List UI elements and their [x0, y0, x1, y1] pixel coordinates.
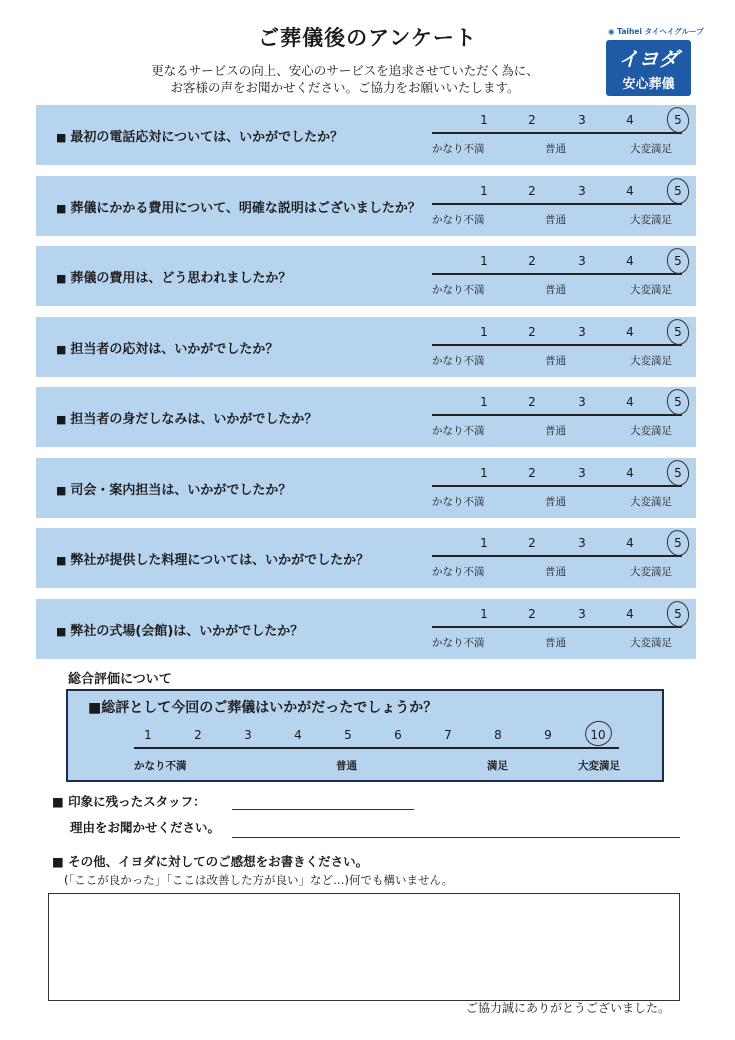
scale-number[interactable]: 1: [480, 465, 488, 480]
overall-scale-label: 大変満足: [578, 760, 620, 772]
scale-line: [432, 273, 682, 275]
scale-label-mid: 普通: [545, 354, 566, 367]
scale-numbers: [36, 536, 682, 552]
scale-number[interactable]: 3: [578, 183, 586, 198]
scale-number[interactable]: 3: [578, 324, 586, 339]
scale-number[interactable]: 1: [480, 254, 488, 268]
question-block: [36, 317, 696, 377]
scale-line: [432, 344, 682, 346]
scale-number[interactable]: 2: [528, 395, 536, 409]
scale-number[interactable]: 5: [674, 465, 682, 480]
scale-line: [432, 414, 682, 416]
question-block: [36, 599, 696, 659]
logo: [606, 40, 691, 96]
question-block: [36, 176, 696, 236]
answer-circle: [665, 598, 692, 628]
scale-number[interactable]: 3: [578, 606, 586, 621]
overall-scale-line: [134, 747, 619, 749]
overall-question: ■総評として今回のご葬儀はいかがだったでしょうか？: [88, 700, 438, 716]
question-block: [36, 528, 696, 588]
overall-scale-number[interactable]: 6: [394, 728, 402, 742]
staff-input-line[interactable]: [232, 809, 414, 810]
bullet-icon: ■: [56, 554, 67, 567]
reason-label: 理由をお聞かせください。: [70, 820, 221, 835]
scale-number[interactable]: 2: [528, 324, 536, 339]
scale-numbers: [36, 183, 682, 200]
scale-number[interactable]: 2: [528, 254, 536, 268]
intro-text: [110, 62, 580, 96]
scale-numbers: [36, 465, 682, 482]
scale-label-high: 大変満足: [630, 143, 672, 155]
scale-label-mid: 普通: [545, 566, 566, 578]
scale-numbers: [36, 606, 682, 623]
reason-input-line[interactable]: [232, 837, 680, 838]
question-label: 担当者の応対は、いかがでしたか？: [70, 341, 279, 357]
scale-number[interactable]: 1: [480, 395, 488, 409]
scale-numbers: [36, 113, 682, 129]
staff-label: ■ 印象に残ったスタッフ：: [52, 794, 206, 809]
scale-number[interactable]: 5: [674, 113, 682, 127]
scale-number[interactable]: 4: [626, 395, 634, 409]
scale-number[interactable]: 4: [626, 254, 634, 268]
scale-number[interactable]: 3: [578, 254, 586, 268]
scale-labels: [432, 423, 682, 437]
question-block: [36, 246, 696, 306]
answer-circle: [665, 528, 692, 558]
bullet-icon: ■: [56, 624, 67, 638]
bullet-icon: ■: [56, 272, 67, 285]
scale-labels: [432, 353, 682, 367]
scale-number[interactable]: 3: [578, 536, 586, 550]
overall-scale-number[interactable]: 9: [544, 728, 552, 742]
scale-labels: [432, 564, 682, 578]
overall-scale-label: 普通: [336, 760, 357, 772]
scale-label-high: 大変満足: [630, 284, 672, 296]
scale-label-high: 大変満足: [630, 566, 672, 578]
other-comments-label: ■ その他、イヨダに対してのご感想をお書きください。: [52, 854, 369, 869]
overall-heading: 総合評価について: [68, 672, 172, 687]
question-block: [36, 458, 696, 518]
question-block: [36, 105, 696, 165]
scale-number[interactable]: 5: [674, 395, 682, 409]
scale-number[interactable]: 2: [528, 606, 536, 621]
scale-label-low: かなり不満: [432, 495, 485, 508]
scale-label-mid: 普通: [545, 213, 566, 226]
question-label: 弊社が提供した料理については、いかがでしたか？: [70, 553, 370, 568]
overall-scale-numbers: [144, 728, 618, 744]
question-block: [36, 387, 696, 447]
overall-scale-labels: [134, 758, 634, 772]
scale-label-low: かなり不満: [432, 354, 485, 367]
scale-label-low: かなり不満: [432, 143, 485, 155]
scale-labels: [432, 282, 682, 296]
logo-sub: 安心葬儀: [622, 77, 675, 92]
scale-line: [432, 626, 682, 628]
overall-scale-number[interactable]: 5: [344, 728, 352, 742]
scale-number[interactable]: 1: [480, 113, 488, 127]
overall-scale-label: かなり不満: [134, 760, 187, 772]
scale-number[interactable]: 5: [674, 324, 682, 339]
scale-label-low: かなり不満: [432, 425, 485, 437]
scale-label-mid: 普通: [545, 636, 566, 649]
scale-number[interactable]: 2: [528, 183, 536, 198]
overall-scale-number[interactable]: 7: [444, 728, 452, 742]
scale-number[interactable]: 5: [674, 183, 682, 198]
scale-number[interactable]: 2: [528, 536, 536, 550]
scale-number[interactable]: 1: [480, 183, 488, 198]
scale-label-low: かなり不満: [432, 566, 485, 578]
answer-circle: [665, 316, 692, 346]
question-label: 最初の電話応対については、いかがでしたか？: [70, 130, 344, 145]
answer-circle: [665, 246, 692, 276]
logo-group-text: [608, 26, 704, 37]
answer-circle: [665, 387, 692, 417]
overall-scale-number[interactable]: 3: [244, 728, 252, 742]
scale-number[interactable]: 5: [674, 536, 682, 550]
scale-label-high: 大変満足: [630, 495, 672, 508]
scale-number[interactable]: 4: [626, 324, 634, 339]
overall-box: [66, 689, 664, 782]
scale-number[interactable]: 5: [674, 254, 682, 268]
logo-name: イヨダ: [618, 47, 679, 71]
scale-numbers: [36, 254, 682, 270]
scale-number[interactable]: 4: [626, 113, 634, 127]
answer-circle: [665, 175, 692, 205]
scale-labels: [432, 141, 682, 155]
scale-number[interactable]: 4: [626, 606, 634, 621]
brand-mark-icon: ◉: [608, 27, 615, 36]
scale-label-high: 大変満足: [630, 425, 672, 437]
intro-line-1: 更なるサービスの向上、安心のサービスを追求させていただく為に、: [151, 63, 539, 78]
scale-number[interactable]: 2: [528, 113, 536, 127]
scale-label-high: 大変満足: [630, 354, 672, 367]
bullet-icon: ■: [56, 131, 67, 144]
answer-circle: [665, 105, 692, 135]
scale-label-low: かなり不満: [432, 636, 485, 649]
question-label: 葬儀の費用は、どう思われましたか？: [70, 271, 292, 286]
scale-number[interactable]: 3: [578, 113, 586, 127]
scale-number[interactable]: 1: [480, 606, 488, 621]
question-label: 葬儀にかかる費用について、明確な説明はございましたか？: [70, 200, 421, 216]
scale-label-mid: 普通: [545, 425, 566, 437]
intro-line-2: お客様の声をお聞かせください。ご協力をお願いいたします。: [170, 80, 520, 95]
scale-line: [432, 132, 682, 134]
scale-numbers: [36, 395, 682, 411]
scale-number[interactable]: 2: [528, 465, 536, 480]
scale-label-low: かなり不満: [432, 213, 485, 226]
scale-number[interactable]: 3: [578, 395, 586, 409]
scale-number[interactable]: 4: [626, 536, 634, 550]
overall-scale-number[interactable]: 4: [294, 728, 302, 742]
scale-label-low: かなり不満: [432, 284, 485, 296]
overall-scale-label: 満足: [487, 760, 508, 772]
scale-label-mid: 普通: [545, 284, 566, 296]
scale-number[interactable]: 4: [626, 465, 634, 480]
scale-number[interactable]: 3: [578, 465, 586, 480]
overall-scale-number[interactable]: 2: [194, 728, 202, 742]
scale-number[interactable]: 5: [674, 606, 682, 621]
bullet-icon: ■: [56, 342, 67, 356]
scale-line: [432, 485, 682, 487]
scale-number[interactable]: 1: [480, 324, 488, 339]
scale-labels: [432, 212, 682, 226]
bullet-icon: ■: [56, 483, 67, 497]
scale-label-high: 大変満足: [630, 213, 672, 226]
overall-scale-number[interactable]: 8: [494, 728, 502, 742]
scale-labels: [432, 494, 682, 508]
scale-label-high: 大変満足: [630, 636, 672, 649]
question-label: 担当者の身だしなみは、いかがでしたか？: [70, 412, 318, 427]
bullet-icon: ■: [56, 201, 67, 215]
scale-line: [432, 203, 682, 205]
scale-number[interactable]: 4: [626, 183, 634, 198]
thanks-text: ご協力誠にありがとうございました。: [465, 1001, 670, 1015]
question-label: 弊社の式場(会館)は、いかがでしたか？: [70, 623, 304, 639]
survey-title: ご葬儀後のアンケート: [258, 26, 477, 50]
comment-box[interactable]: [48, 893, 680, 1001]
scale-label-mid: 普通: [545, 143, 566, 155]
bullet-icon: ■: [56, 413, 67, 426]
scale-numbers: [36, 324, 682, 341]
scale-labels: [432, 635, 682, 649]
scale-number[interactable]: 1: [480, 536, 488, 550]
overall-scale-number[interactable]: 10: [590, 728, 606, 742]
other-comments-hint: (「ここが良かった」「ここは改善した方が良い」など…)何でも構いません。: [64, 873, 454, 887]
scale-line: [432, 555, 682, 557]
logo-brand: Taihei: [617, 27, 642, 36]
question-label: 司会・案内担当は、いかがでしたか？: [70, 482, 292, 498]
overall-scale-number[interactable]: 1: [144, 728, 152, 742]
scale-label-mid: 普通: [545, 495, 566, 508]
logo-group-name: タイヘイグループ: [644, 27, 704, 36]
answer-circle: [665, 457, 692, 487]
